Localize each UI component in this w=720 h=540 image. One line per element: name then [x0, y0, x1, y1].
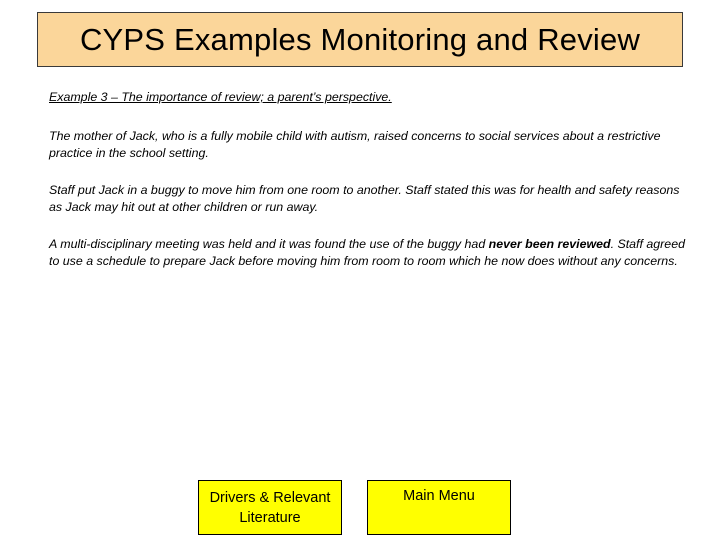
example-heading: Example 3 – The importance of review; a parent’s perspective. [49, 90, 392, 104]
meeting-text-start: A multi-disciplinary meeting was held and it was found the use of the buggy had [49, 237, 489, 251]
meeting-text-end: . Staff agreed to use a schedule to prepare Jack before moving him from room to room which he now does without any concerns. [49, 237, 685, 268]
never-reviewed-emphasis: never been reviewed [488, 237, 611, 251]
title-banner [37, 12, 683, 67]
example-content [49, 89, 689, 290]
paragraph-buggy: Staff put Jack in a buggy to move him from one room to another. Staff stated this was for health and safety reasons as Jack may hit out at other children or run away. [49, 183, 680, 214]
main-menu-button[interactable] [367, 480, 511, 535]
page-title: CYPS Examples Monitoring and Review [79, 21, 641, 57]
main-menu-label: Main Menu [403, 488, 475, 504]
drivers-literature-label: Drivers & Relevant Literature [209, 489, 331, 526]
paragraph-concern: The mother of Jack, who is a fully mobile child with autism, raised concerns to social services about a restrictive practice in the school setting. [49, 129, 661, 160]
paragraph-meeting [49, 236, 689, 270]
drivers-literature-button[interactable] [198, 480, 342, 535]
